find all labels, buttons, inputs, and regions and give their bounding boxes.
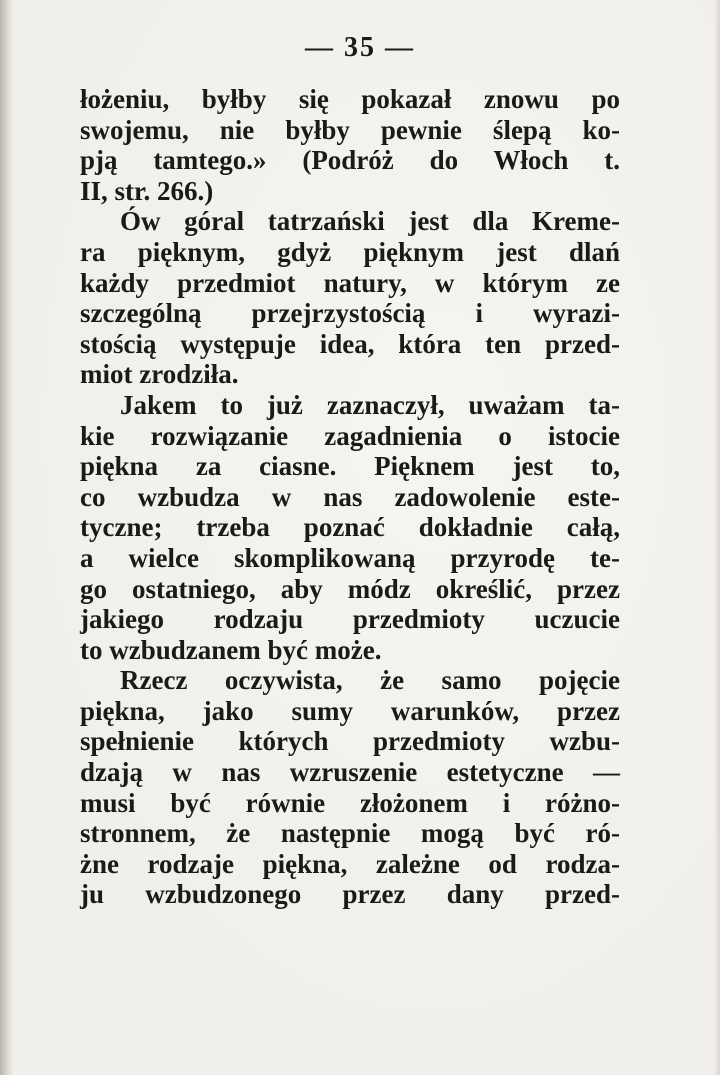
body-text (80, 84, 620, 910)
text-line: jakiego rodzaju przedmioty uczucie (80, 604, 620, 635)
text-line: tyczne; trzeba poznać dokładnie całą, (80, 512, 620, 543)
text-line: piękna za ciasne. Pięknem jest to, (80, 451, 620, 482)
text-line: II, str. 266.) (80, 175, 214, 206)
text-line: miot zrodziła. (80, 359, 239, 390)
text-line: go ostatniego, aby módz określić, przez (80, 573, 620, 604)
text-line: to wzbudzanem być może. (80, 634, 382, 665)
text-line: stronnem, że następnie mogą być ró- (80, 818, 620, 849)
text-line: Ów góral tatrzański jest dla Kreme- (120, 206, 620, 237)
text-line: każdy przedmiot natury, w którym ze (80, 267, 620, 298)
page-edge (714, 0, 720, 1075)
text-line: spełnienie których przedmioty wzbu- (80, 726, 620, 757)
text-line: łożeniu, byłby się pokazał znowu po (80, 84, 620, 114)
text-line: musi być równie złożonem i różno- (80, 787, 620, 818)
text-line: ra pięknym, gdyż pięknym jest dlań (80, 236, 620, 267)
text-line: kie rozwiązanie zagadnienia o istocie (80, 420, 620, 451)
text-line: żne rodzaje piękna, zależne od rodza- (80, 848, 620, 879)
text-line: stością występuje idea, która ten przed- (80, 328, 620, 359)
text-line: Rzecz oczywista, że samo pojęcie (120, 665, 620, 696)
text-line: swojemu, nie byłby pewnie ślepą ko- (80, 114, 620, 145)
text-line: Jakem to już zaznaczył, uważam ta- (120, 389, 620, 420)
text-line: piękna, jako sumy warunków, przez (80, 695, 620, 726)
text-line: pją tamtego.» (Podróż do Włoch t. (80, 145, 620, 176)
text-line: dzają w nas wzruszenie estetyczne — (80, 757, 620, 788)
text-line: ju wzbudzonego przez dany przed- (80, 879, 620, 910)
page-number: — 35 — (305, 32, 415, 63)
page-gutter-shadow (0, 0, 14, 1075)
text-line: co wzbudza w nas zadowolenie este- (80, 481, 620, 512)
text-line: szczególną przejrzystością i wyrazi- (80, 298, 620, 329)
text-line: a wielce skomplikowaną przyrodę te- (80, 542, 620, 573)
